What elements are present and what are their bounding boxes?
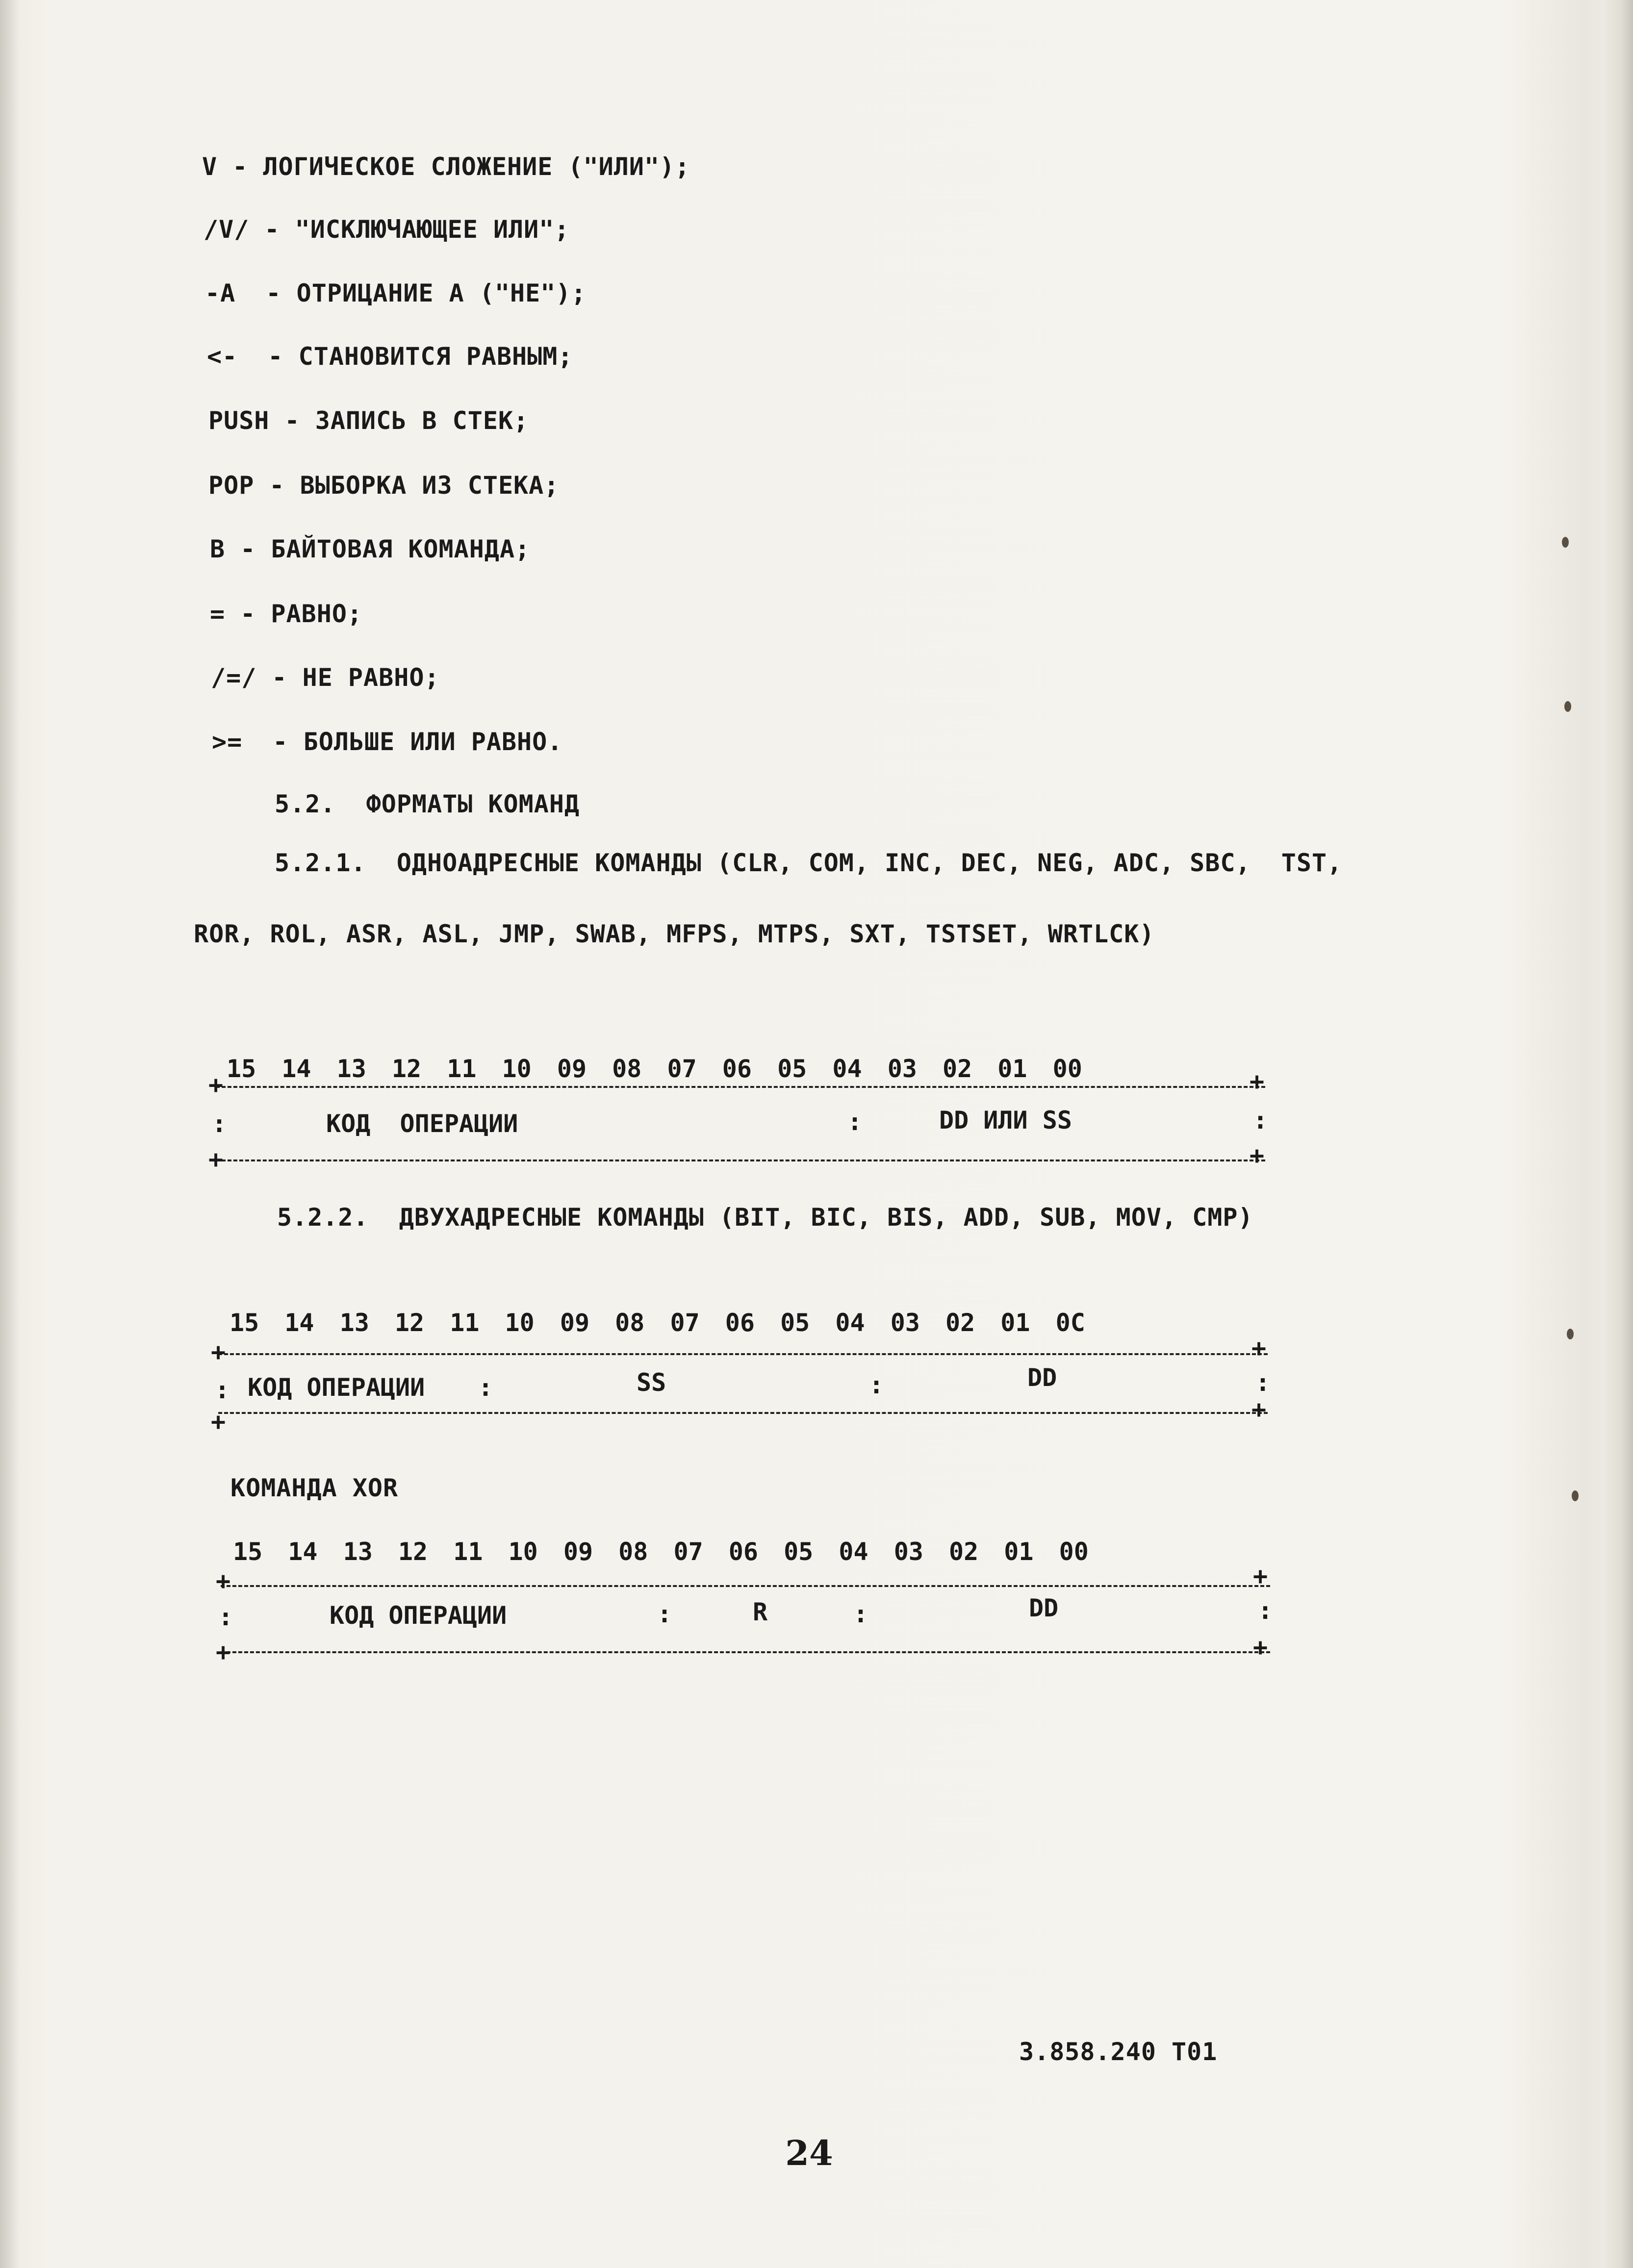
register-field: R (753, 1598, 768, 1626)
document-code: 3.858.240 T01 (1019, 2038, 1218, 2066)
bit-numbers: 15 14 13 12 11 10 09 08 07 06 05 04 03 02 01 0C (230, 1309, 1085, 1337)
bit-numbers: 15 14 13 12 11 10 09 08 07 06 05 04 03 02 01 00 (233, 1537, 1089, 1566)
field-separator: : (212, 1109, 227, 1138)
field-separator: : (853, 1600, 868, 1628)
opcode-field: КОД ОПЕРАЦИИ (248, 1373, 425, 1402)
border-corner: + (216, 1638, 231, 1666)
legend-item: B - БАЙТОВАЯ КОМАНДА; (210, 535, 531, 563)
destination-field: DD (1027, 1363, 1057, 1392)
legend-item: >= - БОЛЬШЕ ИЛИ РАВНО. (212, 728, 563, 756)
format-border-bottom (216, 1159, 1265, 1161)
field-separator: : (1253, 1106, 1268, 1134)
field-separator: : (869, 1371, 884, 1399)
border-corner: + (211, 1338, 226, 1366)
destination-field: DD (1029, 1594, 1059, 1622)
opcode-field: КОД ОПЕРАЦИИ (330, 1601, 507, 1630)
format-border-top (218, 1353, 1268, 1355)
field-separator: : (218, 1603, 233, 1631)
legend-item: /V/ - "ИСКЛЮЧАЮЩЕЕ ИЛИ"; (204, 215, 570, 244)
legend-item: = - РАВНО; (210, 600, 363, 628)
legend-item: PUSH - ЗАПИСЬ В СТЕК; (208, 406, 529, 435)
format-border-top (221, 1585, 1270, 1587)
xor-heading: КОМАНДА XOR (230, 1474, 399, 1502)
border-corner: + (208, 1071, 224, 1099)
border-corner: + (1253, 1562, 1268, 1590)
field-separator: : (215, 1376, 230, 1404)
legend-item: /=/ - НЕ РАВНО; (211, 663, 440, 692)
border-corner: + (1253, 1633, 1268, 1662)
single-operand-heading: 5.2.1. ОДНОАДРЕСНЫЕ КОМАНДЫ (CLR, COM, INC, DEC, NEG, ADC, SBC, TST, (275, 849, 1343, 877)
page-left-edge (0, 0, 20, 2268)
binding-hole (1564, 701, 1571, 712)
section-heading: 5.2. ФОРМАТЫ КОМАНД (275, 790, 580, 818)
legend-item: POP - ВЫБОРКА ИЗ СТЕКА; (208, 471, 560, 500)
format-border-bottom (221, 1651, 1270, 1653)
field-separator: : (657, 1600, 672, 1628)
single-operand-heading-cont: ROR, ROL, ASR, ASL, JMP, SWAB, MFPS, MTPS, SXT, TSTSET, WRTLCK) (194, 920, 1155, 948)
border-corner: + (1251, 1334, 1267, 1362)
border-corner: + (1251, 1395, 1267, 1424)
format-border-top (216, 1086, 1265, 1088)
field-separator: : (1258, 1596, 1273, 1625)
bit-numbers: 15 14 13 12 11 10 09 08 07 06 05 04 03 02 01 00 (227, 1055, 1082, 1083)
legend-item: -A - ОТРИЦАНИЕ A ("НЕ"); (205, 279, 587, 307)
source-field: SS (637, 1368, 666, 1397)
page-number: 24 (785, 2133, 833, 2173)
opcode-field: КОД ОПЕРАЦИИ (326, 1109, 518, 1138)
field-separator: : (1255, 1368, 1271, 1397)
operand-field: DD ИЛИ SS (939, 1106, 1072, 1134)
page-right-edge (1604, 0, 1633, 2268)
field-separator: : (478, 1373, 493, 1402)
legend-item: <- - СТАНОВИТСЯ РАВНЫМ; (207, 342, 573, 371)
binding-hole (1572, 1490, 1579, 1501)
border-corner: + (1250, 1141, 1265, 1170)
border-corner: + (208, 1145, 224, 1174)
border-corner: + (211, 1408, 226, 1436)
double-operand-heading: 5.2.2. ДВУХАДРЕСНЫЕ КОМАНДЫ (BIT, BIC, BIS, ADD, SUB, MOV, CMP) (277, 1203, 1253, 1232)
format-border-bottom (218, 1412, 1268, 1414)
border-corner: + (1250, 1067, 1265, 1096)
border-corner: + (216, 1567, 231, 1595)
binding-hole (1567, 1329, 1574, 1339)
legend-item: V - ЛОГИЧЕСКОЕ СЛОЖЕНИЕ ("ИЛИ"); (202, 152, 690, 181)
binding-hole (1562, 537, 1569, 548)
field-separator: : (847, 1108, 863, 1136)
